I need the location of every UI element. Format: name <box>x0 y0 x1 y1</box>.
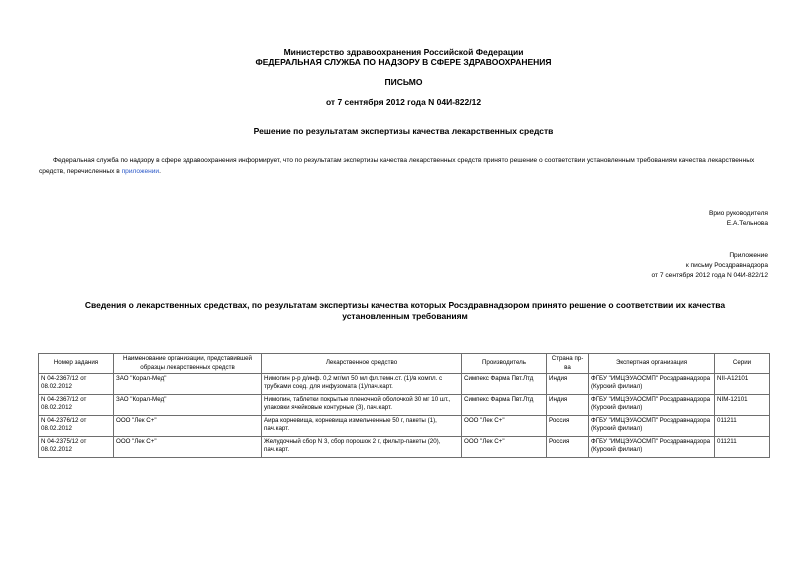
cell-series: NIM-12101 <box>715 395 770 416</box>
cell-series: 011211 <box>715 437 770 458</box>
appendix-ref: к письму Росздравнадзора <box>685 262 768 269</box>
intro-text: Федеральная служба по надзору в сфере здравоохранения информирует, что по результатам экспертизы качества лекарственных средств принято решение о соответствии установленным требованиям качества лекарственных средств, перечисленных в <box>39 157 755 175</box>
cell-expert-org: ФГБУ "ИМЦЭУАОСМП" Росздравнадзора (Курский филиал) <box>589 395 715 416</box>
doc-date: от 7 сентября 2012 года N 04И-822/12 <box>325 97 482 107</box>
cell-medicine: Нимопин, таблетки покрытые пленочной оболочкой 30 мг 10 шт., упаковки ячейковые контурные (3), пач.карт. <box>262 395 462 416</box>
cell-organization: ЗАО "Корал-Мед" <box>114 374 262 395</box>
signature-name: Е.А.Тельнова <box>726 220 768 227</box>
table-header-row <box>39 354 770 374</box>
table-row <box>39 416 770 437</box>
cell-task-number: N 04-2376/12 от 08.02.2012 <box>39 416 114 437</box>
cell-medicine: Аира корневища, корневища измельченные 50 г, пакеты (1), пач.карт. <box>262 416 462 437</box>
summary-title: Сведения о лекарственных средствах, по результатам экспертизы качества которых Росздравнадзором принято решение о соответствии их качества установленным требованиям <box>84 300 726 321</box>
header-medicine: Лекарственное средство <box>262 354 462 374</box>
appendix-link[interactable]: приложении <box>121 168 160 175</box>
doc-type: ПИСЬМО <box>384 77 423 87</box>
doc-subject: Решение по результатам экспертизы качества лекарственных средств <box>253 126 554 136</box>
cell-medicine: Желудочный сбор N 3, сбор порошок 2 г, фильтр-пакеты (20), пач.карт. <box>262 437 462 458</box>
header-manufacturer: Производитель <box>462 354 547 374</box>
cell-country: Россия <box>547 416 589 437</box>
cell-task-number: N 04-2367/12 от 08.02.2012 <box>39 395 114 416</box>
cell-organization: ООО "Лек С+" <box>114 416 262 437</box>
cell-country: Индия <box>547 374 589 395</box>
intro-end: . <box>159 168 161 175</box>
table-row <box>39 395 770 416</box>
header-country: Страна пр-ва <box>547 354 589 374</box>
intro-paragraph <box>39 155 769 177</box>
cell-expert-org: ФГБУ "ИМЦЭУАОСМП" Росздравнадзора (Курский филиал) <box>589 437 715 458</box>
header-series: Серии <box>715 354 770 374</box>
header-task-number: Номер задания <box>39 354 114 374</box>
medicines-table <box>38 353 770 458</box>
cell-country: Россия <box>547 437 589 458</box>
cell-manufacturer: Симпекс Фарма Пвт.Лтд <box>462 374 547 395</box>
service-name: ФЕДЕРАЛЬНАЯ СЛУЖБА ПО НАДЗОРУ В СФЕРЕ ЗДРАВООХРАНЕНИЯ <box>255 57 552 67</box>
signature-position: Врио руководителя <box>708 210 768 217</box>
header-expert-org: Экспертная организация <box>589 354 715 374</box>
cell-series: 011211 <box>715 416 770 437</box>
table-row <box>39 374 770 395</box>
cell-task-number: N 04-2375/12 от 08.02.2012 <box>39 437 114 458</box>
cell-country: Индия <box>547 395 589 416</box>
cell-organization: ЗАО "Корал-Мед" <box>114 395 262 416</box>
header-organization: Наименование организации, представившей образцы лекарственных средств <box>114 354 262 374</box>
cell-organization: ООО "Лек С+" <box>114 437 262 458</box>
appendix-date: от 7 сентября 2012 года N 04И-822/12 <box>651 272 768 279</box>
cell-medicine: Нимопин р-р д/инф. 0,2 мг/мл 50 мл фл.темн.ст. (1)/в компл. с трубками соед. для инфузомата (1)/пач.карт. <box>262 374 462 395</box>
cell-manufacturer: ООО "Лек С+" <box>462 437 547 458</box>
cell-expert-org: ФГБУ "ИМЦЭУАОСМП" Росздравнадзора (Курский филиал) <box>589 416 715 437</box>
table-row <box>39 437 770 458</box>
appendix-label: Приложение <box>729 252 768 259</box>
cell-expert-org: ФГБУ "ИМЦЭУАОСМП" Росздравнадзора (Курский филиал) <box>589 374 715 395</box>
ministry-name: Министерство здравоохранения Российской Федерации <box>283 47 524 57</box>
cell-manufacturer: Симпекс Фарма Пвт.Лтд <box>462 395 547 416</box>
cell-manufacturer: ООО "Лек С+" <box>462 416 547 437</box>
cell-task-number: N 04-2367/12 от 08.02.2012 <box>39 374 114 395</box>
cell-series: NII-A12101 <box>715 374 770 395</box>
